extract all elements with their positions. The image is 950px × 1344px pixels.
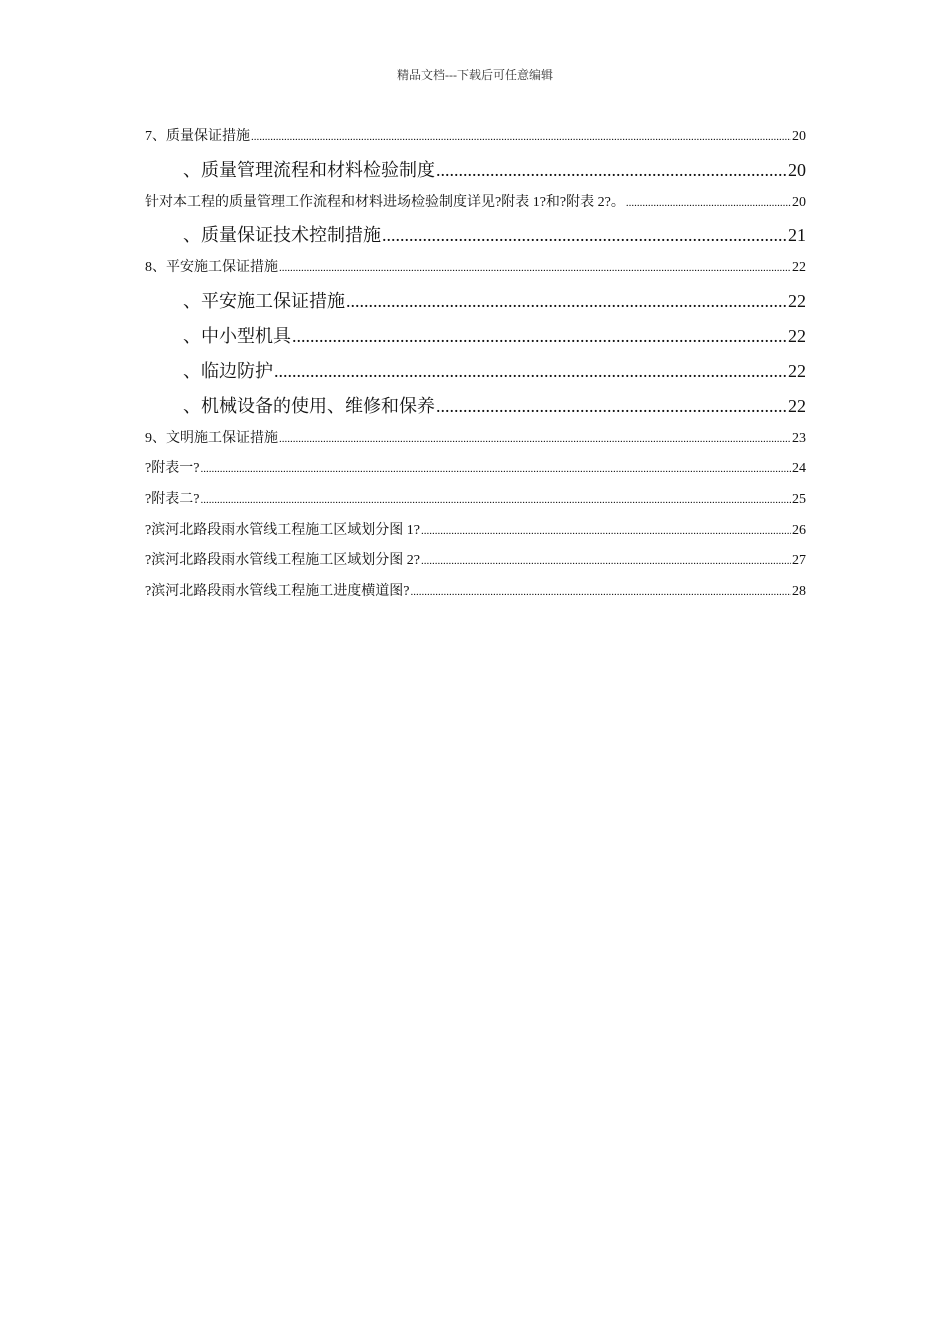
table-of-contents bbox=[145, 122, 806, 607]
toc-entry-page: 22 bbox=[788, 360, 806, 381]
toc-entry[interactable] bbox=[145, 354, 806, 389]
toc-dot-leader bbox=[200, 454, 791, 485]
toc-entry[interactable] bbox=[145, 188, 806, 219]
toc-entry-page: 26 bbox=[792, 522, 806, 538]
toc-entry[interactable] bbox=[145, 319, 806, 354]
toc-entry-page: 22 bbox=[792, 260, 806, 276]
page-header: 精品文档---下载后可任意编辑 bbox=[397, 68, 553, 82]
toc-dot-leader bbox=[436, 153, 787, 188]
toc-entry-label: ?滨河北路段雨水管线工程施工区域划分图 1? bbox=[145, 522, 420, 538]
toc-entry-page: 20 bbox=[788, 159, 806, 180]
toc-entry-page: 22 bbox=[788, 395, 806, 416]
toc-entry-label: 、质量保证技术控制措施 bbox=[183, 225, 381, 246]
toc-entry[interactable] bbox=[145, 516, 806, 547]
toc-entry[interactable] bbox=[145, 218, 806, 253]
toc-entry-page: 28 bbox=[792, 583, 806, 599]
toc-entry-page: 25 bbox=[792, 491, 806, 507]
toc-entry-page: 23 bbox=[792, 430, 806, 446]
toc-dot-leader bbox=[279, 253, 791, 284]
toc-dot-leader bbox=[436, 389, 787, 424]
toc-entry-page: 24 bbox=[792, 461, 806, 477]
toc-dot-leader bbox=[279, 424, 791, 455]
toc-entry-page: 22 bbox=[788, 290, 806, 311]
toc-entry-label: 9、文明施工保证措施 bbox=[145, 430, 278, 446]
toc-entry-label: 针对本工程的质量管理工作流程和材料进场检验制度详见?附表 1?和?附表 2?。 bbox=[145, 194, 625, 210]
toc-entry[interactable] bbox=[145, 424, 806, 455]
toc-entry[interactable] bbox=[145, 389, 806, 424]
toc-entry-label: 7、质量保证措施 bbox=[145, 129, 250, 144]
toc-dot-leader bbox=[292, 319, 787, 354]
toc-entry-page: 27 bbox=[792, 553, 806, 569]
toc-entry-page: 20 bbox=[792, 194, 806, 210]
toc-entry-page: 20 bbox=[792, 129, 806, 144]
toc-entry[interactable] bbox=[145, 546, 806, 577]
toc-dot-leader bbox=[382, 218, 787, 253]
toc-dot-leader bbox=[421, 546, 791, 577]
toc-dot-leader bbox=[274, 354, 787, 389]
toc-entry-label: 、临边防护 bbox=[183, 360, 273, 381]
toc-dot-leader bbox=[200, 485, 791, 516]
toc-entry[interactable] bbox=[145, 485, 806, 516]
toc-entry-label: 、平安施工保证措施 bbox=[183, 290, 345, 311]
toc-entry-label: 、中小型机具 bbox=[183, 325, 291, 346]
toc-entry[interactable] bbox=[145, 454, 806, 485]
toc-dot-leader bbox=[410, 577, 791, 608]
toc-entry-label: 、质量管理流程和材料检验制度 bbox=[183, 159, 435, 180]
toc-entry[interactable] bbox=[145, 577, 806, 608]
toc-entry[interactable] bbox=[145, 122, 806, 153]
toc-entry-label: ?附表二? bbox=[145, 491, 200, 507]
toc-entry-page: 21 bbox=[788, 225, 806, 246]
toc-entry[interactable] bbox=[145, 153, 806, 188]
toc-entry[interactable] bbox=[145, 253, 806, 284]
toc-dot-leader bbox=[626, 188, 791, 219]
toc-entry-label: ?附表一? bbox=[145, 461, 200, 477]
toc-entry-label: ?滨河北路段雨水管线工程施工进度横道图? bbox=[145, 583, 410, 599]
toc-entry-label: ?滨河北路段雨水管线工程施工区域划分图 2? bbox=[145, 553, 420, 569]
toc-entry-label: 、机械设备的使用、维修和保养 bbox=[183, 395, 435, 416]
toc-entry-label: 8、平安施工保证措施 bbox=[145, 260, 278, 276]
toc-entry[interactable] bbox=[145, 284, 806, 319]
toc-dot-leader bbox=[346, 284, 787, 319]
toc-entry-page: 22 bbox=[788, 325, 806, 346]
toc-dot-leader bbox=[251, 122, 791, 153]
toc-dot-leader bbox=[421, 516, 791, 547]
